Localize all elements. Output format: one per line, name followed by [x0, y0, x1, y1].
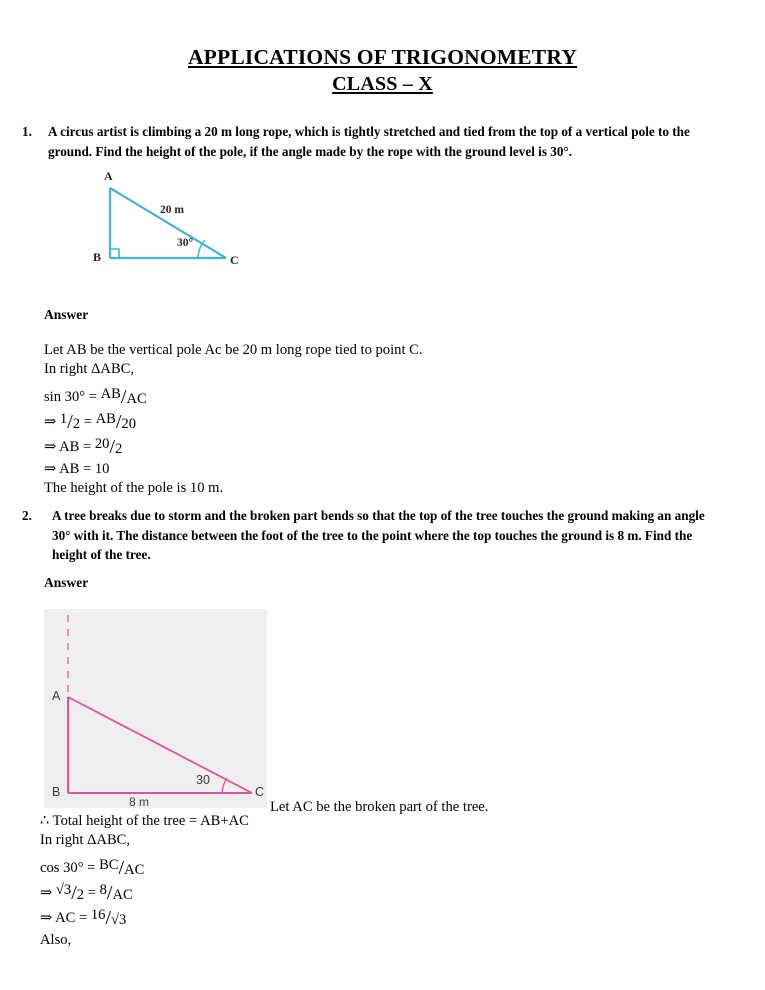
question-1-text: A circus artist is climbing a 20 m long rope, which is tightly stretched and tied from the top of a vertical pole to the ground. Find the height of the pole, if the angle made by the rope with the ground level is 30°. — [48, 124, 690, 159]
solution-2-equation-3 — [40, 906, 540, 931]
figure-2-label-a: A — [52, 689, 61, 703]
solution-1-eq2-equals: = — [80, 414, 96, 430]
figure-1-hypotenuse-ac — [110, 188, 226, 258]
answer-heading-1: Answer — [44, 307, 89, 322]
solution-1 — [44, 341, 564, 498]
figure-1-label-c: C — [230, 253, 239, 267]
solution-2-eq1-denominator: AC — [124, 862, 145, 878]
solution-2-eq3-numerator: 16 — [90, 907, 106, 923]
solution-1-eq2-lhs: ⇒ — [44, 414, 60, 430]
solution-2-eq1-lhs: cos 30° = — [40, 860, 100, 876]
solution-2-eq2-equals: = — [84, 885, 100, 901]
solution-2-line-1: ∴ Total height of the tree = AB+AC — [40, 813, 249, 829]
question-1 — [22, 122, 732, 161]
solution-1-eq1-denominator: AC — [126, 391, 147, 407]
solution-2-eq1-fraction: BC/AC — [99, 857, 145, 879]
solution-1-equation-3 — [44, 435, 564, 460]
solution-2-equation-2 — [40, 881, 540, 906]
solution-1-equation-4: ⇒ AB = 10 — [44, 461, 110, 477]
solution-1-eq3-lhs: ⇒ AB = — [44, 439, 95, 455]
figure-2-hypotenuse-ac — [68, 697, 252, 793]
figure-1-angle-label: 30° — [177, 237, 194, 249]
solution-1-eq2-numerator-b: AB — [95, 411, 116, 427]
solution-2-line-2: In right ΔABC, — [40, 832, 131, 848]
title-line-2 — [0, 71, 765, 97]
figure-2-angle-label: 30 — [196, 773, 210, 787]
solution-2 — [40, 812, 540, 950]
title-line-1-text: APPLICATIONS OF TRIGONOMETRY — [187, 45, 578, 69]
solution-1-equation-2 — [44, 410, 564, 435]
figure-2-label-b: B — [52, 785, 61, 799]
solution-1-equation-1 — [44, 385, 564, 410]
question-1-number: 1. — [22, 124, 32, 139]
figure-1-label-b: B — [93, 250, 102, 264]
solution-1-line-2: In right ΔABC, — [44, 361, 135, 377]
figure-2-label-c: C — [255, 785, 265, 799]
solution-2-eq3-lhs: ⇒ AC = — [40, 910, 91, 926]
solution-1-eq1-lhs: sin 30° = — [44, 389, 101, 405]
answer-heading-2: Answer — [44, 575, 89, 590]
solution-1-eq3-fraction: 20/2 — [94, 436, 123, 458]
solution-2-eq3-fraction: 16/√3 — [90, 907, 127, 929]
solution-2-eq2-fraction-a: √3/2 — [55, 882, 85, 904]
solution-1-eq1-fraction: AB/AC — [100, 386, 147, 408]
solution-2-eq2-denominator-b: AC — [112, 887, 133, 903]
solution-2-eq2-lhs: ⇒ — [40, 885, 56, 901]
solution-2-continuation: Also, — [40, 932, 72, 948]
question-2 — [22, 506, 712, 565]
solution-1-eq1-numerator: AB — [100, 386, 121, 402]
solution-1-line-1: Let AB be the vertical pole Ac be 20 m long rope tied to point C. — [44, 342, 423, 358]
solution-1-eq2-fraction-a: 1/2 — [59, 411, 81, 433]
question-2-number: 2. — [22, 508, 32, 523]
solution-2-eq3-denominator: √3 — [111, 912, 127, 928]
solution-2-eq2-fraction-b: 8/AC — [99, 882, 133, 904]
figure-2-angle-arc — [222, 778, 227, 793]
figure-2-broken-tree — [44, 609, 267, 808]
figure-1-right-angle-marker — [110, 249, 119, 258]
question-2-text: A tree breaks due to storm and the broken part bends so that the top of the tree touches the ground making an angle 30° with it. The distance between the foot of the tree to the point where the top touches the ground is 8 m. Find the height of the tree. — [52, 508, 705, 562]
solution-2-eq2-denominator-a: 2 — [76, 887, 85, 903]
solution-1-eq2-denominator-a: 2 — [72, 416, 81, 432]
solution-2-side-note: Let AC be the broken part of the tree. — [270, 799, 489, 815]
solution-1-eq3-numerator: 20 — [94, 436, 110, 452]
figure-1-label-a: A — [104, 169, 113, 183]
solution-1-eq2-fraction-b: AB/20 — [95, 411, 137, 433]
title-line-2-text: CLASS – X — [332, 73, 433, 95]
solution-2-eq1-numerator: BC — [99, 857, 119, 873]
solution-2-eq2-numerator-a: √3 — [55, 882, 72, 898]
solution-1-eq2-denominator-b: 20 — [121, 416, 137, 432]
solution-2-eq2-numerator-b: 8 — [99, 882, 107, 898]
solution-1-eq3-denominator: 2 — [115, 441, 123, 457]
solution-1-conclusion: The height of the pole is 10 m. — [44, 480, 224, 496]
solution-2-equation-1 — [40, 856, 540, 881]
figure-2-base-label: 8 m — [129, 795, 150, 809]
figure-1-right-triangle — [80, 165, 270, 277]
document-title — [0, 44, 765, 97]
figure-1-hypotenuse-label: 20 m — [160, 204, 184, 216]
title-line-1 — [0, 44, 765, 71]
solution-1-eq2-numerator-a: 1 — [59, 411, 68, 427]
